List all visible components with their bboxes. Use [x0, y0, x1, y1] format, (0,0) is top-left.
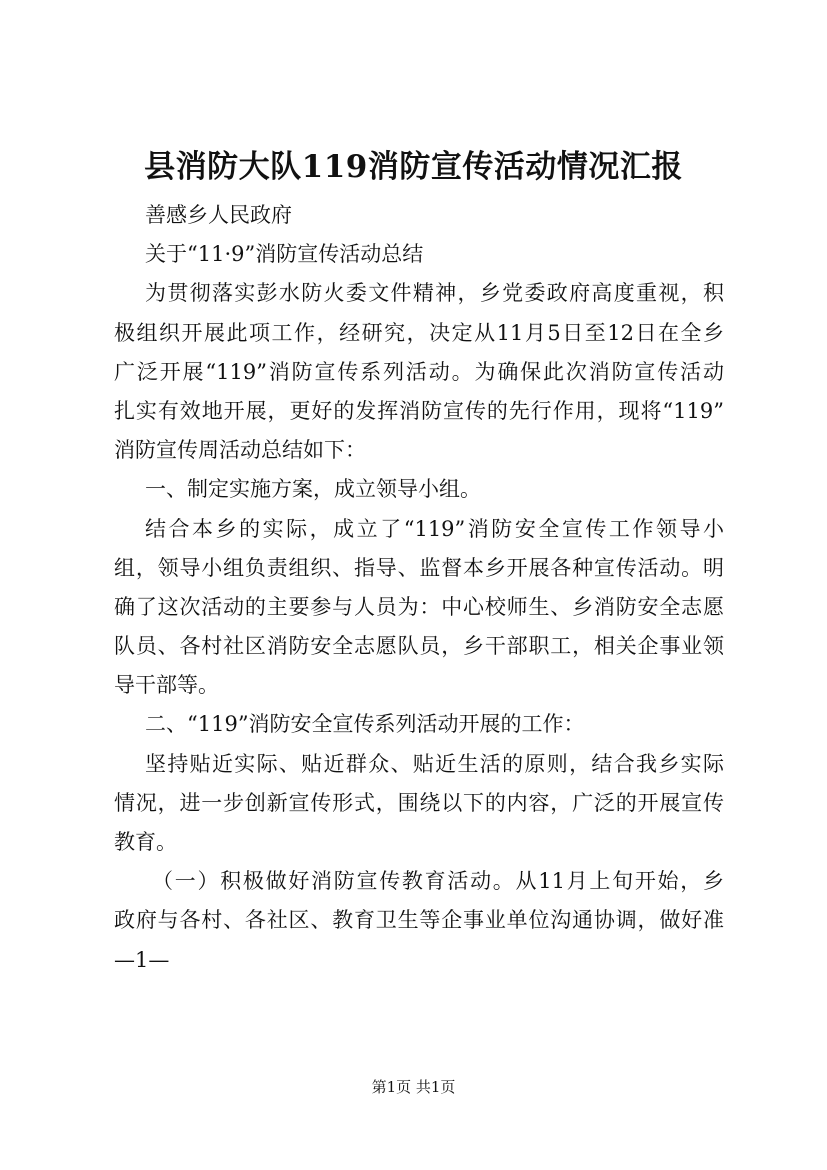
body-line: 组，领导小组负责组织、指导、监督本乡开展各种宣传活动。明: [114, 555, 724, 580]
body-line: 坚持贴近实际、贴近群众、贴近生活的原则，结合我乡实际: [145, 751, 724, 776]
page-number-mark: —1—: [114, 947, 170, 972]
body-line: 结合本乡的实际，成立了“119”消防安全宣传工作领导小: [145, 516, 724, 541]
document-body: [114, 196, 724, 980]
body-line: 善感乡人民政府: [145, 203, 292, 227]
body-line: 确了这次活动的主要参与人员为：中心校师生、乡消防安全志愿: [114, 594, 724, 619]
body-line: 情况，进一步创新宣传形式，围绕以下的内容，广泛的开展宣传: [114, 790, 724, 815]
body-line: 扎实有效地开展，更好的发挥消防宣传的先行作用，现将“119”: [114, 398, 724, 423]
body-line: 广泛开展“119”消防宣传系列活动。为确保此次消防宣传活动: [114, 359, 724, 384]
body-line: 一、制定实施方案，成立领导小组。: [145, 477, 481, 502]
body-line: 队员、各村社区消防安全志愿队员，乡干部职工，相关企事业领: [114, 634, 724, 659]
body-line: 关于“11·9”消防宣传活动总结: [145, 242, 424, 267]
body-line: 消防宣传周活动总结如下：: [114, 438, 366, 463]
document-title: 县消防大队119消防宣传活动情况汇报: [144, 149, 683, 185]
body-line: 教育。: [114, 830, 177, 854]
body-line: 为贯彻落实彭水防火委文件精神，乡党委政府高度重视，积: [145, 281, 724, 306]
body-line: 极组织开展此项工作，经研究，决定从11月5日至12日在全乡: [114, 320, 724, 345]
page-footer: 第1页 共1页: [371, 1078, 456, 1096]
body-line: 导干部等。: [114, 673, 219, 698]
body-line: 二、“119”消防安全宣传系列活动开展的工作：: [145, 712, 585, 737]
body-line: （一）积极做好消防宣传教育活动。从11月上旬开始，乡: [152, 869, 724, 894]
body-line: 政府与各村、各社区、教育卫生等企事业单位沟通协调，做好准: [114, 908, 724, 933]
